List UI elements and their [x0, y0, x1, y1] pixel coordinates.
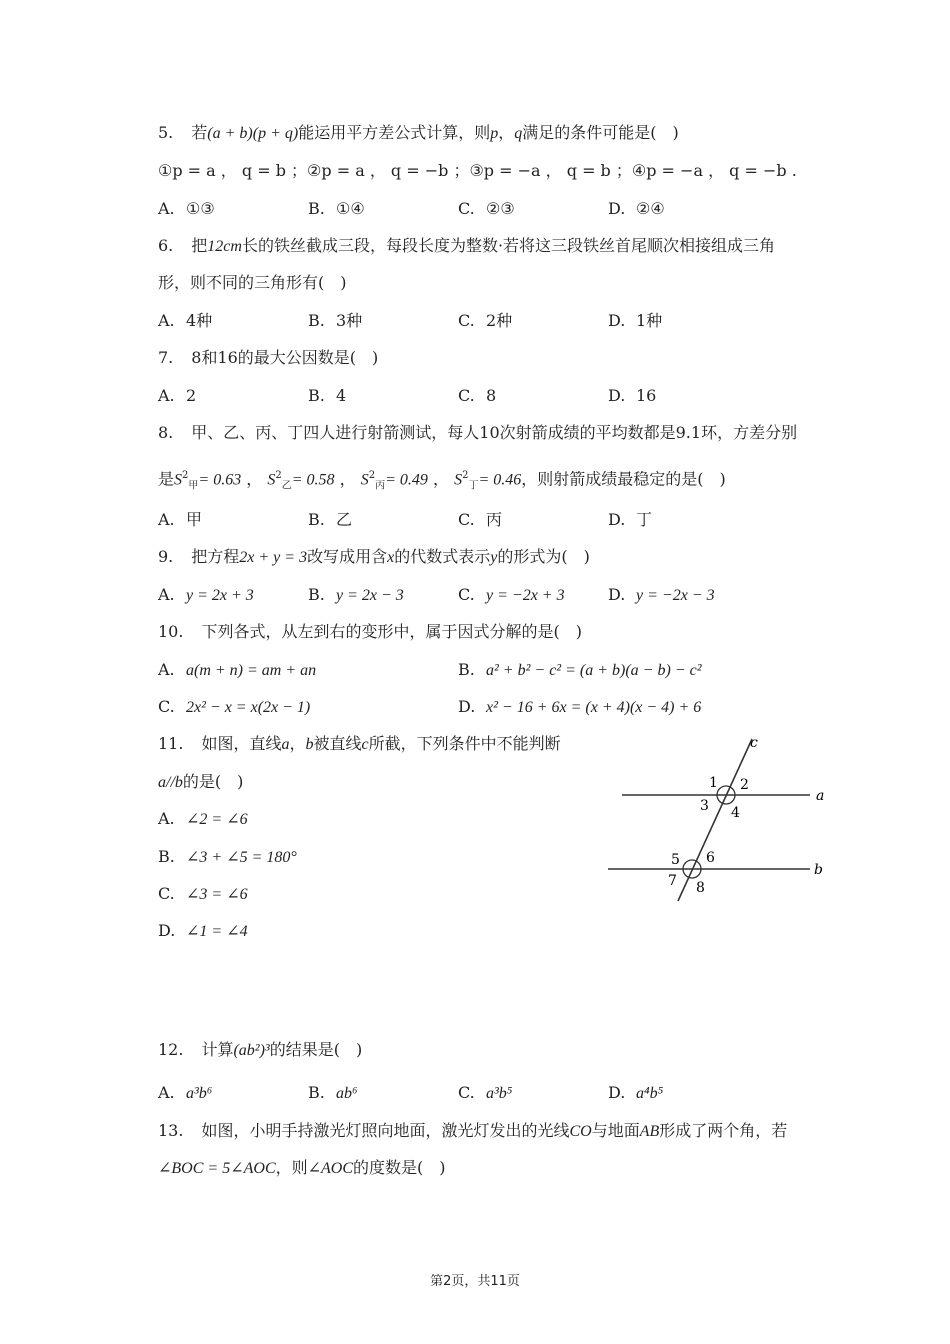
q10-option-a: A. a(m + n) = am + an	[158, 660, 317, 679]
angle-1: 1	[709, 775, 718, 791]
q6-stem-line2: 形，则不同的三角形有( )	[158, 273, 347, 292]
q9-option-b: B. y = 2x − 3	[308, 585, 404, 604]
q5-option-d: D. ②④	[608, 199, 665, 218]
q6-option-a: A. 4种	[158, 311, 213, 330]
q8-option-c: C. 丙	[458, 510, 503, 529]
q6-option-c: C. 2种	[458, 311, 513, 330]
q10-stem: 10. 下列各式，从左到右的变形中，属于因式分解的是( )	[158, 622, 582, 641]
q9-option-a: A. y = 2x + 3	[158, 585, 254, 604]
q12-option-b: B. ab⁶	[308, 1083, 358, 1102]
q5-option-a: A. ①③	[158, 199, 215, 218]
q12-option-d: D. a⁴b⁵	[608, 1083, 664, 1102]
angle-5: 5	[671, 852, 680, 868]
angle-8: 8	[696, 880, 705, 896]
q10-option-d: D. x² − 16 + 6x = (x + 4)(x − 4) + 6	[458, 697, 702, 716]
page-footer: 第2页，共11页	[430, 1274, 520, 1289]
q5-option-b: B. ①④	[308, 199, 365, 218]
q6-option-d: D. 1种	[608, 311, 663, 330]
q7-stem: 7. 8和16的最大公因数是( )	[158, 348, 379, 367]
q12-option-a: A. a³b⁶	[158, 1083, 213, 1102]
q9-option-c: C. y = −2x + 3	[458, 585, 565, 604]
angle-3: 3	[700, 798, 709, 814]
q7-option-d: D. 16	[608, 386, 657, 405]
q10-option-c: C. 2x² − x = x(2x − 1)	[158, 697, 311, 716]
parallel-lines-figure	[600, 733, 840, 908]
q10-option-b: B. a² + b² − c² = (a + b)(a − b) − c²	[458, 660, 702, 679]
q7-option-c: C. 8	[458, 386, 497, 405]
q6-option-b: B. 3种	[308, 311, 363, 330]
label-a: a	[816, 788, 825, 804]
q9-option-d: D. y = −2x − 3	[608, 585, 715, 604]
q12-option-c: C. a³b⁵	[458, 1083, 513, 1102]
q8-option-b: B. 乙	[308, 510, 353, 529]
angle-7: 7	[668, 873, 677, 889]
q8-option-a: A. 甲	[158, 510, 203, 529]
q11-stem-line2: a//b的是( )	[158, 772, 244, 791]
q8-stem-line2: 是$S^2_甲= 0.63$ ， $S^2_乙= 0.58$ ， $S^2_丙= 0.49$ ， $S^2_丁= 0.46$，则射箭成绩最稳定的是( )	[158, 469, 726, 492]
angle-6: 6	[706, 850, 715, 866]
label-b: b	[814, 862, 823, 878]
q5-conditions: ①p = a ， q = b ；②p = a ， q = −b ；③p = −a ， q = b ；④p = −a ， q = −b .	[158, 161, 797, 180]
q8-option-d: D. 丁	[608, 510, 653, 529]
q7-option-a: A. 2	[158, 386, 197, 405]
q7-option-b: B. 4	[308, 386, 347, 405]
q13-stem-line2: ∠BOC = 5∠AOC，则∠AOC的度数是( )	[158, 1158, 446, 1177]
q12-stem: 12. 计算(ab²)³的结果是( )	[158, 1040, 363, 1059]
q11-stem-line1: 11. 如图，直线a，b被直线c所截，下列条件中不能判断	[158, 734, 561, 753]
q5-option-c: C. ②③	[458, 199, 515, 218]
q11-option-d: D. ∠1 = ∠4	[158, 921, 248, 940]
q9-stem: 9. 把方程2x + y = 3改写成用含x的代数式表示y的形式为( )	[158, 547, 590, 566]
q13-stem-line1: 13. 如图，小明手持激光灯照向地面，激光灯发出的光线CO与地面AB形成了两个角，若	[158, 1121, 788, 1140]
q8-stem-line1: 8. 甲、乙、丙、丁四人进行射箭测试，每人10次射箭成绩的平均数都是9.1环，方差分别	[158, 423, 798, 442]
q6-stem-line1: 6. 把12cm长的铁丝截成三段，每段长度为整数·若将这三段铁丝首尾顺次相接组成三角	[158, 236, 776, 255]
q5-stem: 5. 若(a + b)(p + q)能运用平方差公式计算，则p，q满足的条件可能是( )	[158, 123, 679, 142]
angle-4: 4	[731, 805, 740, 821]
label-c: c	[750, 735, 758, 751]
angle-2: 2	[740, 777, 749, 793]
line-c	[678, 739, 752, 901]
q11-option-c: C. ∠3 = ∠6	[158, 884, 248, 903]
q11-option-a: A. ∠2 = ∠6	[158, 809, 248, 828]
q11-option-b: B. ∠3 + ∠5 = 180°	[158, 847, 297, 866]
